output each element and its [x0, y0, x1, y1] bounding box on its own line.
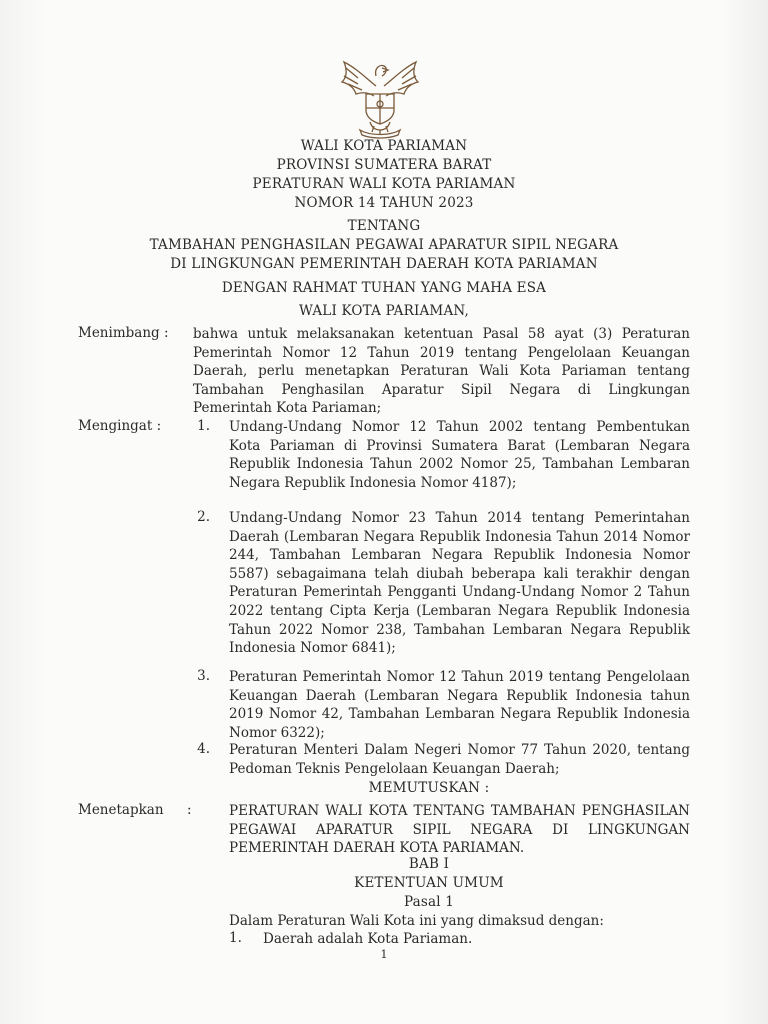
menetapkan-text: PERATURAN WALI KOTA TENTANG TAMBAHAN PENGHASILAN PEGAWAI APARATUR SIPIL NEGARA DI LINGKUNGAN PEMERINTAH DAERAH KOTA PARIAMAN. [229, 803, 690, 857]
pasal-intro: Dalam Peraturan Wali Kota ini yang dimaksud dengan: [229, 913, 604, 929]
regulation-title-line-1: TAMBAHAN PENGHASILAN PEGAWAI APARATUR SIPIL NEGARA [149, 237, 619, 253]
mengingat-label: Mengingat : [78, 418, 162, 434]
mengingat-item-number: 2. [197, 509, 210, 525]
mengingat-item-text: Undang-Undang Nomor 12 Tahun 2002 tentang Pembentukan Kota Pariaman di Provinsi Sumatera Barat (Lembaran Negara Republik Indonesia Tahun 2002 Nomor 25, Tambahan Lembaran Negara Republik Indonesia Nomor 4187); [229, 419, 690, 491]
garuda-emblem-icon [336, 56, 424, 140]
menimbang-text: bahwa untuk melaksanakan ketentuan Pasal 58 ayat (3) Peraturan Pemerintah Nomor 12 Tahun 2019 tentang Pengelolaan Keuangan Daerah, perlu menetapkan Peraturan Wali Kota Pariaman tentang Tambahan Penghasilan Aparatur Sipil Negara di Lingkungan Pemerintah Kota Pariaman; [193, 326, 690, 417]
wali-kota-line: WALI KOTA PARIAMAN, [298, 303, 470, 319]
menetapkan-colon: : [187, 802, 192, 818]
header-line-1: WALI KOTA PARIAMAN [300, 138, 468, 154]
mengingat-item-text: Peraturan Pemerintah Nomor 12 Tahun 2019 tentang Pengelolaan Keuangan Daerah (Lembaran Negara Republik Indonesia tahun 2019 Nomor 42, Tambahan Lembaran Negara Republik Indonesia Nomor 6322); [229, 669, 690, 741]
header-line-4: NOMOR 14 TAHUN 2023 [294, 195, 474, 211]
tentang-heading: TENTANG [347, 218, 421, 234]
page-number: 1 [380, 948, 388, 961]
bab-number: BAB I [408, 856, 450, 872]
rahmat-line: DENGAN RAHMAT TUHAN YANG MAHA ESA [221, 280, 547, 296]
memutuskan-heading: MEMUTUSKAN : [368, 780, 490, 796]
regulation-title-line-2: DI LINGKUNGAN PEMERINTAH DAERAH KOTA PARIAMAN [170, 256, 598, 272]
mengingat-item-number: 1. [197, 418, 210, 434]
mengingat-item-text: Undang-Undang Nomor 23 Tahun 2014 tentang Pemerintahan Daerah (Lembaran Negara Republik Indonesia Tahun 2014 Nomor 244, Tambahan Lembaran Negara Republik Indonesia Nomor 5587) sebagaimana telah diubah beberapa kali terakhir dengan Peraturan Pemerintah Pengganti Undang-Undang Nomor 2 Tahun 2022 tentang Cipta Kerja (Lembaran Negara Republik Indonesia Tahun 2022 Nomor 238, Tambahan Lembaran Negara Republik Indonesia Nomor 6841); [229, 510, 690, 657]
pasal-item-number: 1. [229, 930, 242, 946]
menimbang-label: Menimbang : [78, 325, 169, 341]
pasal-heading: Pasal 1 [403, 894, 455, 910]
pasal-item-text: Daerah adalah Kota Pariaman. [263, 931, 473, 947]
bab-title: KETENTUAN UMUM [354, 875, 504, 891]
mengingat-item-text: Peraturan Menteri Dalam Negeri Nomor 77 Tahun 2020, tentang Pedoman Teknis Pengelolaan Keuangan Daerah; [229, 742, 690, 777]
menetapkan-label: Menetapkan [78, 802, 164, 818]
mengingat-item-number: 3. [197, 668, 210, 684]
mengingat-item-number: 4. [197, 741, 210, 757]
header-line-2: PROVINSI SUMATERA BARAT [276, 157, 492, 173]
header-line-3: PERATURAN WALI KOTA PARIAMAN [252, 176, 516, 192]
